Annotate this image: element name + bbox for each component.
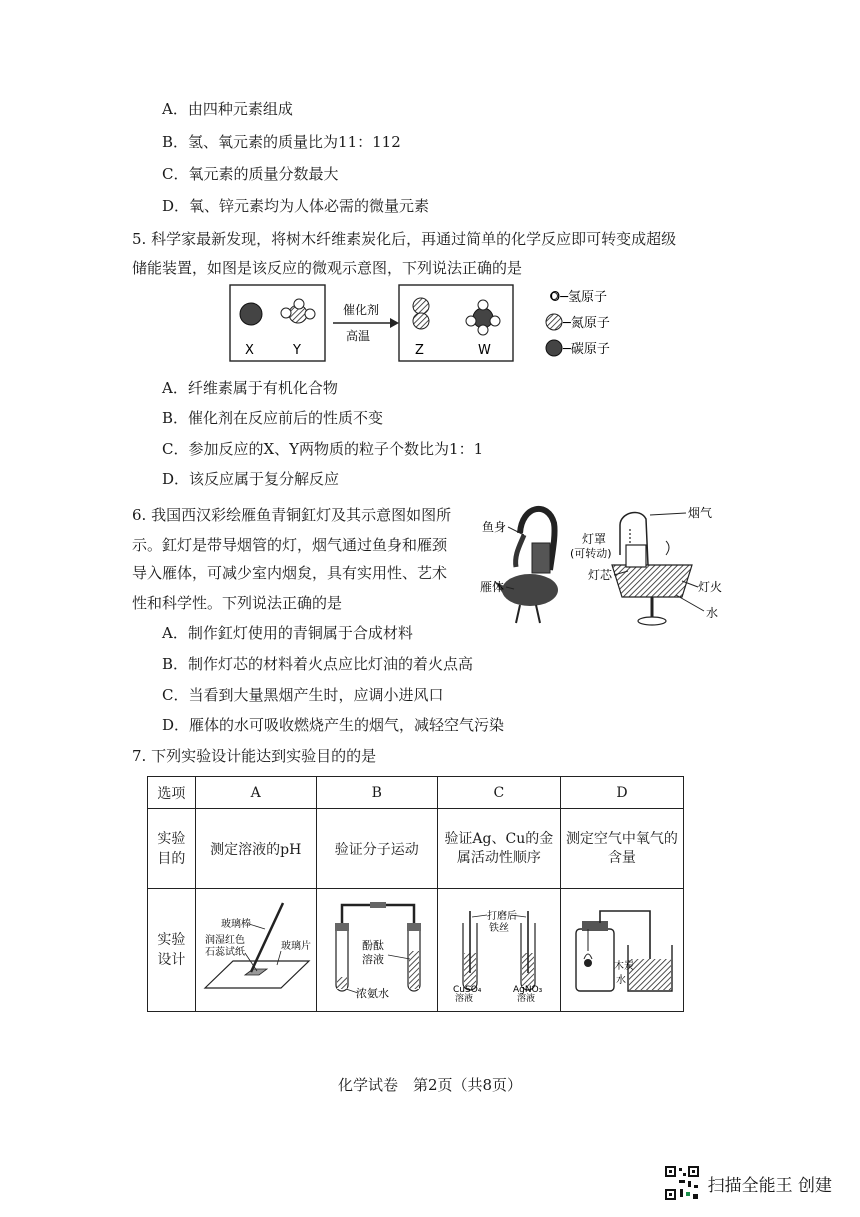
legend-carbon: ─碳原子 <box>563 342 610 357</box>
q6-stem-line2: 示。釭灯是带导烟管的灯，烟气通过鱼身和雁颈 <box>132 536 448 554</box>
arrow-high-temp: 高温 <box>346 329 371 343</box>
page-footer: 化学试卷 第2页（共8页） <box>337 1076 523 1094</box>
col-d: D <box>560 777 683 809</box>
arrow-catalyst: 催化剂 <box>343 303 380 317</box>
q7-experiment-table <box>147 776 684 1012</box>
purpose-b: 验证分子运动 <box>316 809 437 889</box>
label-water-d: 水 <box>615 975 626 986</box>
row-header-option: 选项 <box>148 777 196 809</box>
design-a <box>195 889 316 1012</box>
label-cuso4: CuSO₄ <box>452 985 482 995</box>
q5-option-a: A．纤维素属于有机化合物 <box>162 379 338 397</box>
q6-stem-line1: 6. 我国西汉彩绘雁鱼青铜釭灯及其示意图如图所 <box>132 506 452 524</box>
label-polished: 打磨后 <box>486 911 517 922</box>
q4-option-c: C．氧元素的质量分数最大 <box>162 165 339 183</box>
lamp-schematic <box>612 512 692 625</box>
q6-option-a: A．制作釭灯使用的青铜属于合成材料 <box>162 624 413 642</box>
q6-option-c: C．当看到大量黑烟产生时，应调小进风口 <box>162 686 444 704</box>
label-agno3-solution: 溶液 <box>516 994 535 1003</box>
watermark-text: 扫描全能王 创建 <box>707 1175 832 1196</box>
molecule-ch4 <box>466 300 500 335</box>
row-header-design <box>148 889 196 1012</box>
q5-option-d: D．该反应属于复分解反应 <box>162 470 340 488</box>
molecule-n2 <box>413 298 429 329</box>
design-b <box>316 889 437 1012</box>
q6-lamp-figure <box>470 495 730 635</box>
purpose-d <box>560 809 683 889</box>
scanner-watermark <box>664 1165 832 1201</box>
qr-code-icon <box>664 1165 700 1201</box>
legend-nitrogen: ─氮原子 <box>563 316 610 331</box>
label-fish-body: 鱼身 <box>482 520 507 534</box>
label-w: W <box>478 343 491 358</box>
label-lamp-cover: 灯罩 <box>582 532 607 546</box>
q6-option-d: D．雁体的水可吸收燃烧产生的烟气，减轻空气污染 <box>162 716 505 734</box>
col-a: A <box>195 777 316 809</box>
label-charcoal: 木炭 <box>613 961 634 972</box>
purpose-a: 测定溶液的pH <box>195 809 316 889</box>
label-cuso4-solution: 溶液 <box>454 994 473 1003</box>
label-wet-red: 润湿红色 <box>204 935 245 946</box>
label-goose-body: 雁体 <box>480 580 505 594</box>
label-flame: 灯火 <box>698 580 723 594</box>
label-conc-ammonia: 浓氨水 <box>355 987 389 1000</box>
purpose-c-text: 验证Ag、Cu的金属活动性顺序 <box>444 830 554 866</box>
label-glass-rod: 玻璃棒 <box>220 919 251 930</box>
label-y: Y <box>293 343 301 358</box>
q5-option-b: B．催化剂在反应前后的性质不变 <box>162 409 384 427</box>
label-x: X <box>245 343 254 358</box>
row-header-purpose-text: 实验目的 <box>157 830 186 867</box>
row-header-design-text: 实验设计 <box>157 932 186 968</box>
legend-hydrogen: O─氢原子 <box>550 290 608 305</box>
q5-option-c: C．参加反应的X、Y两物质的粒子个数比为1：1 <box>162 440 484 458</box>
label-iron-wire: 铁丝 <box>488 923 509 934</box>
label-phenolphthalein: 酚酞 <box>361 939 384 952</box>
col-b: B <box>316 777 437 809</box>
col-c: C <box>437 777 560 809</box>
q4-option-b: B．氢、氧元素的质量比为11：112 <box>162 133 401 151</box>
q6-stem-line4: 性和科学性。下列说法正确的是 <box>132 594 343 612</box>
design-c <box>437 889 560 1012</box>
label-water: 水 <box>706 606 719 620</box>
design-d <box>560 889 683 1012</box>
molecule-nh3 <box>281 299 315 323</box>
label-smoke: 烟气 <box>688 506 713 520</box>
label-z: Z <box>415 343 424 358</box>
label-wick: 灯芯 <box>588 568 613 582</box>
q4-option-d: D．氧、锌元素均为人体必需的微量元素 <box>162 197 430 215</box>
q7-stem: 7. 下列实验设计能达到实验目的的是 <box>132 747 377 765</box>
label-solution: 溶液 <box>361 953 384 966</box>
q4-option-a: A．由四种元素组成 <box>162 100 293 118</box>
q5-microscopic-diagram <box>225 280 665 370</box>
q6-option-b: B．制作灯芯的材料着火点应比灯油的着火点高 <box>162 655 474 673</box>
q5-stem-line1: 5. 科学家最新发现，将树木纤维素炭化后，再通过简单的化学反应即可转变成超级 <box>132 230 677 248</box>
atom-carbon <box>240 303 262 325</box>
q6-stem-line3: 导入雁体，可减少室内烟炱，具有实用性、艺术 <box>132 564 448 582</box>
purpose-d-text: 测定空气中氧气的含量 <box>565 830 678 866</box>
row-header-purpose <box>148 809 196 889</box>
purpose-c <box>437 809 560 889</box>
label-rotatable: (可转动) <box>570 547 612 560</box>
label-agno3: AgNO₃ <box>512 985 543 995</box>
q5-stem-line2: 储能装置，如图是该反应的微观示意图，下列说法正确的是 <box>132 259 523 277</box>
label-litmus: 石蕊试纸 <box>204 947 245 958</box>
label-glass-plate: 玻璃片 <box>280 941 311 952</box>
